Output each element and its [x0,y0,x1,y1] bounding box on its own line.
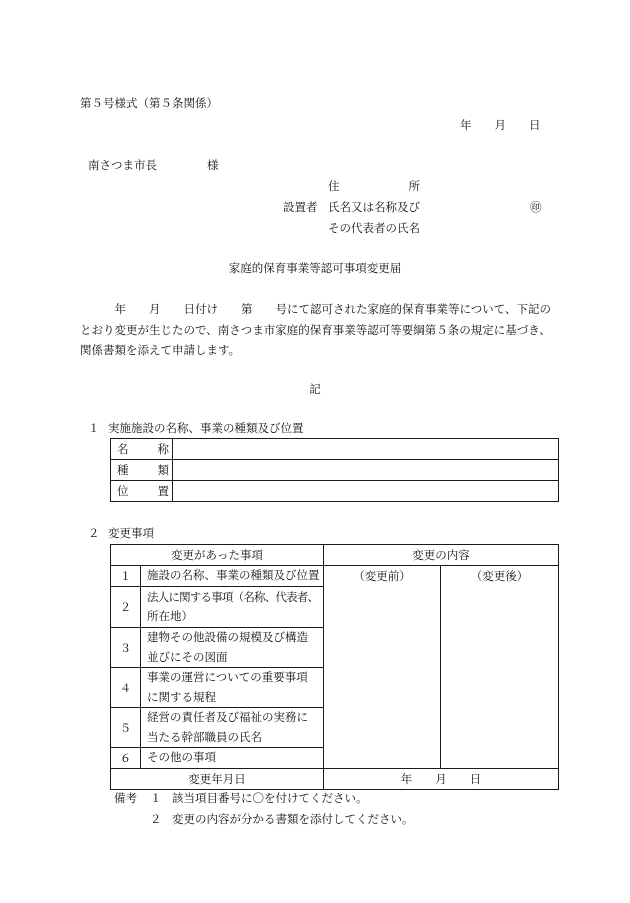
item-description [141,748,324,769]
item-line: その他の事項 [147,750,216,764]
section2-heading: 変更事項 [108,526,154,540]
item-description [141,628,324,668]
facility-table [110,438,559,502]
submission-date: 年 月 日 [460,118,541,132]
before-change-cell [324,566,441,769]
form-number: 第５号様式（第５条関係） [80,96,218,110]
item-line: 施設の名称、事業の種類及び位置 [147,568,320,583]
item-line: 建物その他設備の規模及び構造 [147,630,308,644]
section2-number: ２ [88,526,100,540]
seal-mark: ㊞ [530,200,542,214]
item-number: ２ [111,587,141,628]
facility-type-cell [173,460,559,481]
item-number: ５ [111,708,141,748]
body-line: 関係書類を添えて申請します。 [80,343,241,357]
item-line: 法人に関する事項（名称、代表者、 [147,589,319,604]
change-items-table [110,544,559,790]
facility-location-cell [173,481,559,502]
item-line: 所在地） [147,609,193,623]
header-change-content: 変更の内容 [324,545,559,566]
body-line: 年 月 日付け 第 号にて認可された家庭的保育事業等について、下記の [80,302,552,316]
item-number: ４ [111,668,141,708]
item-line: 事業の運営についての重要事項 [147,670,308,684]
body-line: とおり変更が生じたので、南さつま市家庭的保育事業等認可等要綱第５条の規定に基づき、 [80,322,551,337]
remark-number: １ [150,791,162,805]
facility-location-label: 位 置 [111,481,173,502]
applicant-role-label: 設置者 [283,200,318,214]
remark-text: 変更の内容が分かる書類を添付してください。 [172,812,414,826]
addressee-honorific: 様 [207,158,219,172]
applicant-name-label: 氏名又は名称及び [328,200,420,214]
facility-type-label: 種 類 [111,460,173,481]
change-date-value: 年 月 日 [324,768,559,789]
remarks-label: 備考 [114,791,137,805]
note-heading: 記 [309,382,321,396]
document-title: 家庭的保育事業等認可事項変更届 [228,261,402,275]
address-label: 住 所 [328,179,420,193]
facility-name-cell [173,439,559,460]
item-number: ３ [111,628,141,668]
remark-text: 該当項目番号に〇を付けてください。 [172,791,368,805]
item-line: 当たる幹部職員の氏名 [147,729,262,744]
item-number: １ [111,566,141,587]
remark-number: ２ [150,812,162,826]
item-description [141,668,324,708]
before-change-label: （変更前） [353,569,411,583]
representative-name-label: その代表者の氏名 [328,221,420,235]
addressee-name: 南さつま市長 [88,158,157,172]
item-line: 経営の責任者及び福祉の実務に [147,710,308,724]
item-line: に関する規程 [147,689,216,704]
section1-number: １ [88,421,100,435]
after-change-label: （変更後） [470,569,529,583]
item-description [141,566,324,587]
item-description [141,587,324,628]
item-number: ６ [111,748,141,769]
body-paragraph [80,299,551,361]
after-change-cell [441,566,559,769]
header-changed-item: 変更があった事項 [111,545,324,566]
item-description [141,708,324,748]
change-date-label: 変更年月日 [111,768,324,789]
facility-name-label: 名 称 [111,439,173,460]
item-line: 並びにその図面 [147,649,228,664]
section1-heading: 実施施設の名称、事業の種類及び位置 [108,421,304,435]
